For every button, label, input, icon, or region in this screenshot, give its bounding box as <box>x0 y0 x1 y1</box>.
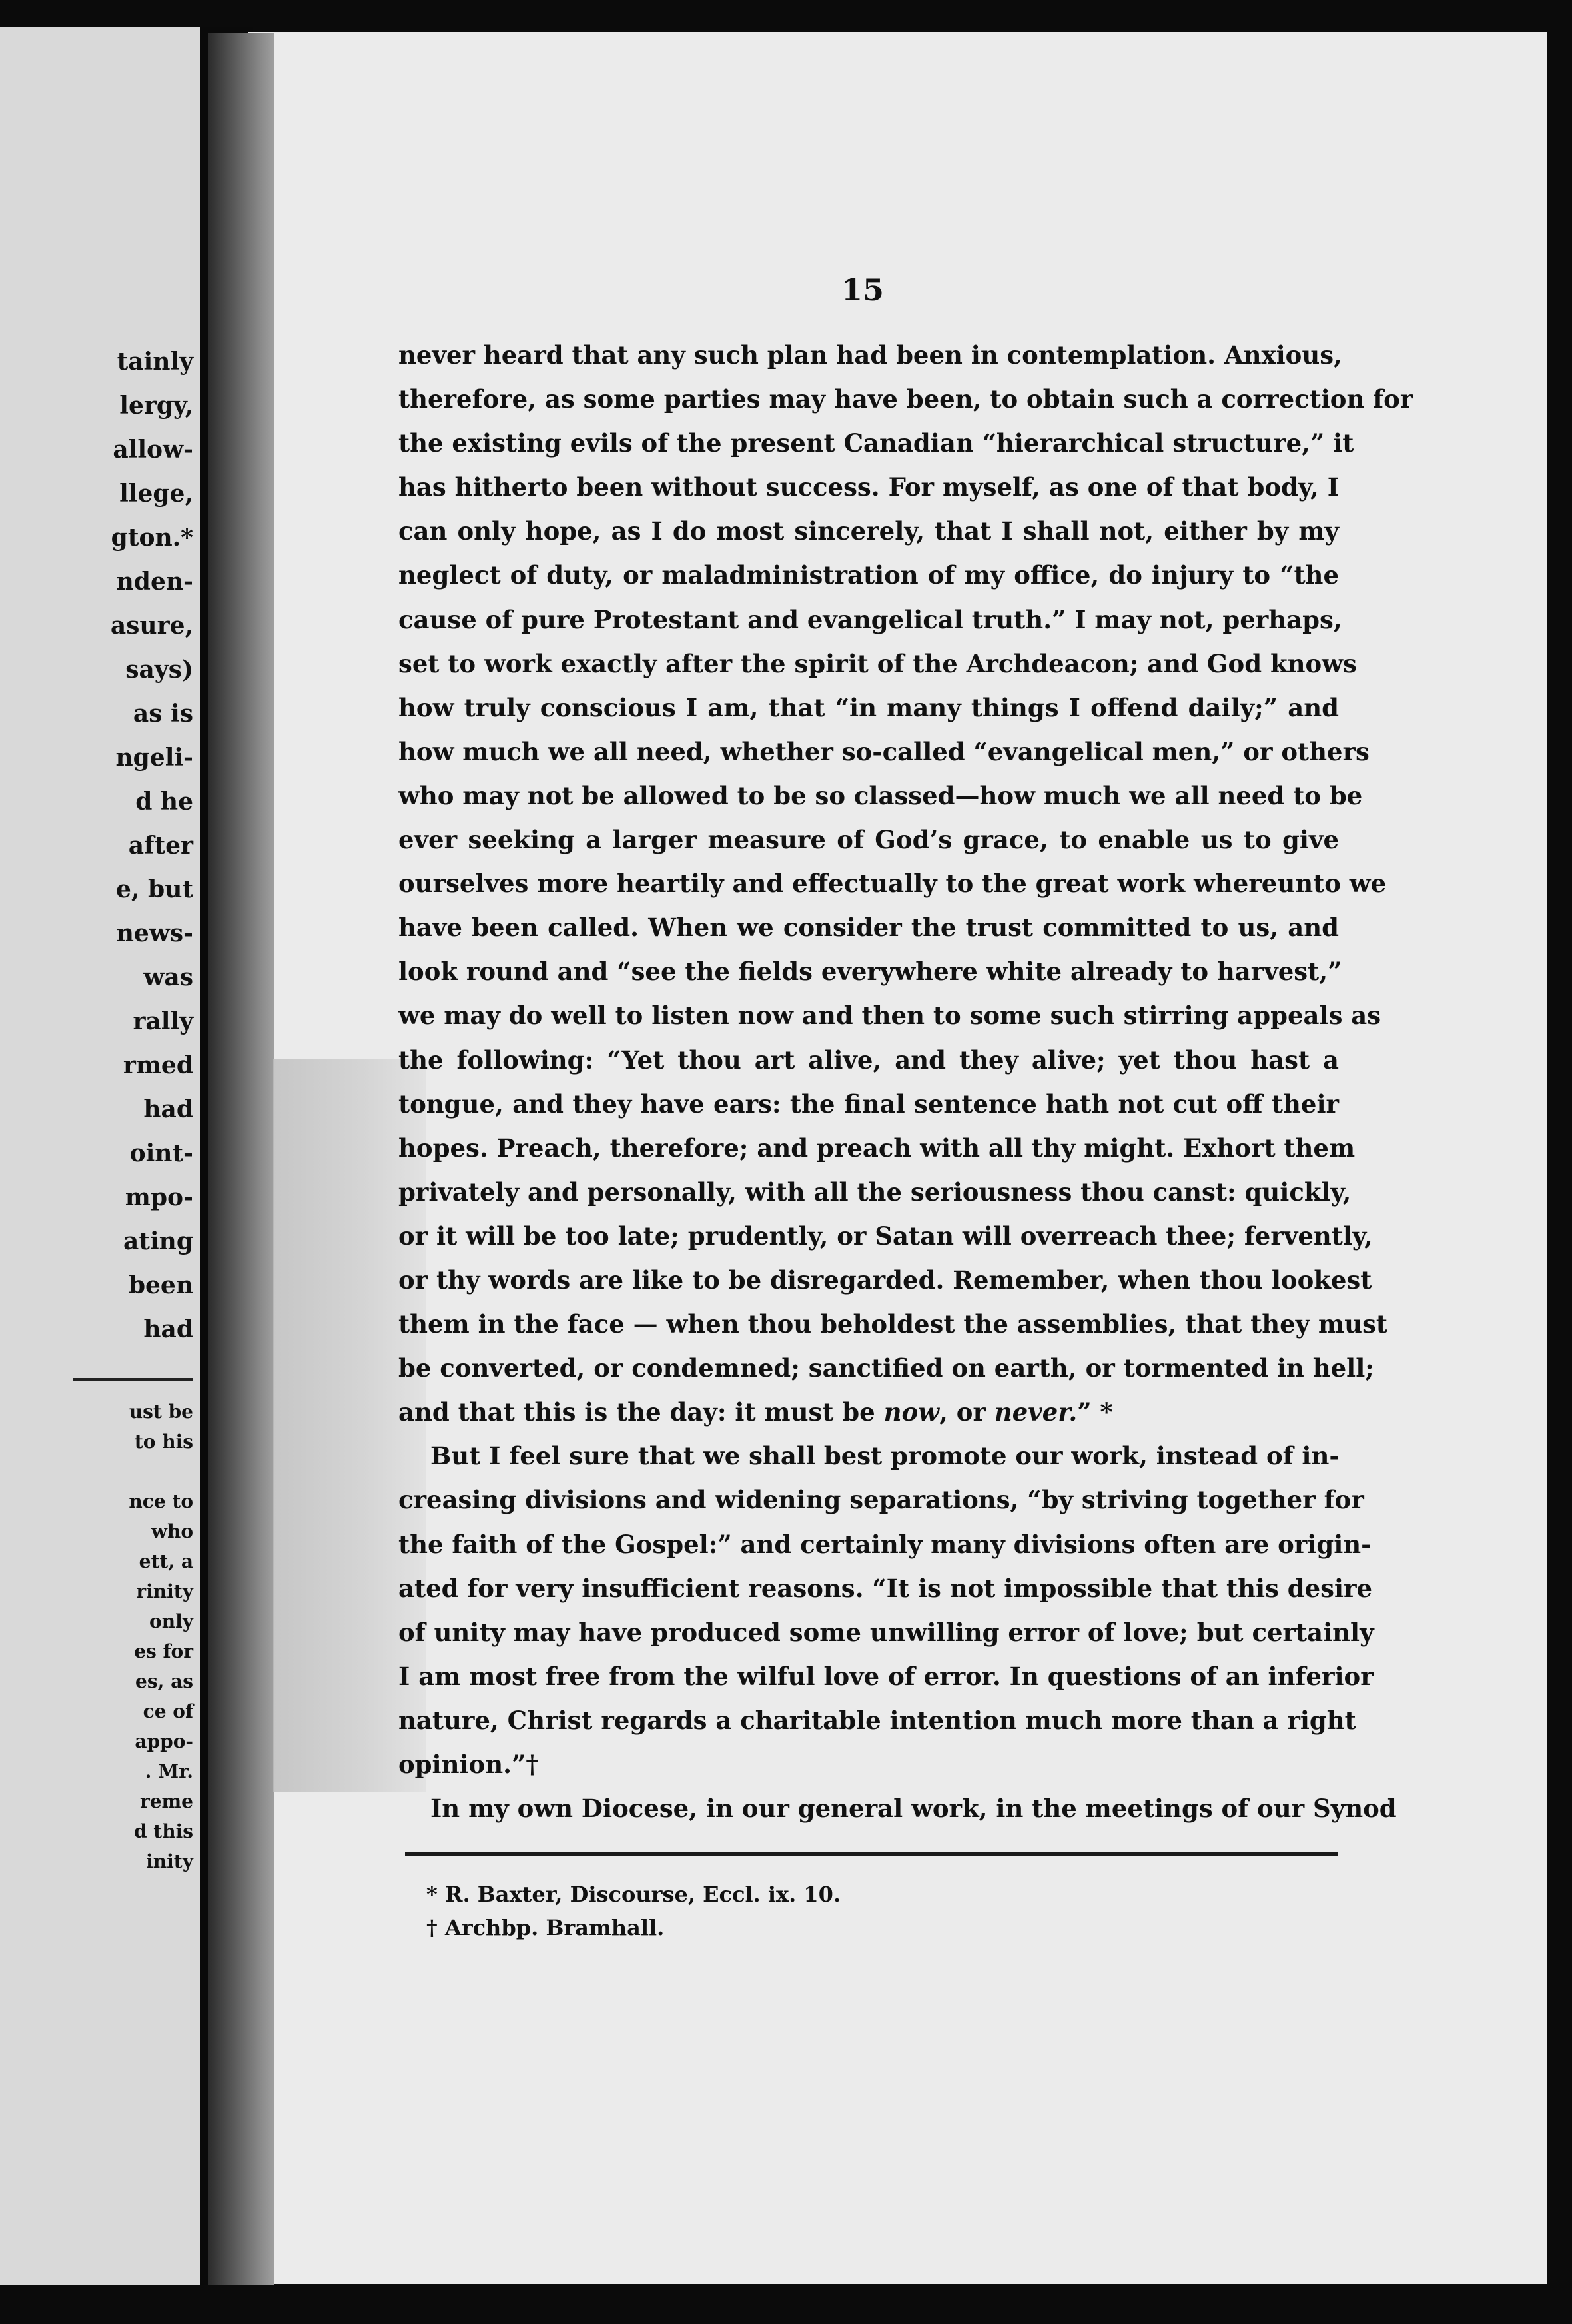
fragment-line: lergy, <box>119 392 193 420</box>
fragment-line: llege, <box>119 480 193 508</box>
fragment-note-line: inity <box>146 1850 193 1872</box>
fragment-note-line: es, as <box>135 1670 193 1692</box>
text-line: or it will be too late; prudently, or Satan will overreach thee; fervently, <box>398 1221 1373 1251</box>
fragment-line: gton.* <box>111 524 193 552</box>
text-line: the following: “Yet thou art alive, and they alive; yet thou hast a <box>398 1045 1339 1075</box>
text-line: never heard that any such plan had been in contemplation. Anxious, <box>398 340 1342 370</box>
text-line: But I feel sure that we shall best promote our work, instead of in- <box>430 1441 1340 1471</box>
text-line: I am most free from the wilful love of error. In questions of an inferior <box>398 1661 1374 1691</box>
text-line: the faith of the Gospel:” and certainly many divisions often are origin- <box>398 1529 1372 1559</box>
fragment-note-line: reme <box>139 1790 193 1812</box>
text-line: nature, Christ regards a charitable intention much more than a right <box>398 1705 1356 1735</box>
fragment-line: news- <box>116 919 193 947</box>
text-line: has hitherto been without success. For myself, as one of that body, I <box>398 472 1339 502</box>
fragment-note-line: d this <box>133 1820 193 1842</box>
text-line: can only hope, as I do most sincerely, that I shall not, either by my <box>398 516 1339 546</box>
text-line: hopes. Preach, therefore; and preach with all thy might. Exhort them <box>398 1133 1356 1163</box>
text-line: creasing divisions and widening separations, “by striving together for <box>398 1485 1364 1515</box>
text-line: ever seeking a larger measure of God’s grace, to enable us to give <box>398 825 1339 855</box>
fragment-note-line: ust be <box>129 1401 193 1423</box>
text-line: tongue, and they have ears: the final sentence hath not cut off their <box>398 1089 1339 1119</box>
fragment-line: was <box>143 963 193 991</box>
fragment-note-line: ett, a <box>139 1550 193 1572</box>
fragment-line: as is <box>133 700 193 728</box>
footnotes <box>426 1878 1226 1944</box>
fragment-line: had <box>143 1095 193 1123</box>
text-line: of unity may have produced some unwilling error of love; but certainly <box>398 1617 1374 1647</box>
fragment-line: ating <box>123 1227 193 1255</box>
text-line: look round and “see the fields everywhere white already to harvest,” <box>398 957 1342 987</box>
text-line: who may not be allowed to be so classed—how much we all need to be <box>398 780 1363 810</box>
text-line: set to work exactly after the spirit of the Archdeacon; and God knows <box>398 648 1357 678</box>
fragment-note-line: nce to <box>129 1490 193 1512</box>
text-line: have been called. When we consider the trust committed to us, and <box>398 913 1339 943</box>
fragment-note-line: to his <box>134 1431 193 1452</box>
scan-right-border <box>1547 27 1572 2324</box>
fragment-note-line: es for <box>134 1640 193 1662</box>
left-page-text <box>33 340 193 1876</box>
fragment-line: had <box>143 1315 193 1343</box>
left-page-fragment <box>0 27 200 2312</box>
footnote: † Archbp. Bramhall. <box>426 1915 665 1940</box>
fragment-line: rally <box>133 1007 193 1035</box>
fragment-line: allow- <box>113 436 193 464</box>
footnote-divider <box>405 1852 1338 1856</box>
text-line: In my own Diocese, in our general work, in the meetings of our Synod <box>430 1794 1397 1824</box>
fragment-note-line: . Mr. <box>145 1760 193 1782</box>
fragment-note-line: only <box>149 1610 193 1632</box>
fragment-note-line: rinity <box>136 1580 193 1602</box>
fragment-note-line: ce of <box>143 1700 193 1722</box>
fragment-line: been <box>128 1271 193 1299</box>
scan-bottom-border <box>0 2285 1572 2324</box>
footnote: * R. Baxter, Discourse, Eccl. ix. 10. <box>426 1882 841 1907</box>
text-line: therefore, as some parties may have been, to obtain such a correction for <box>398 384 1413 414</box>
fragment-note-line: appo- <box>135 1730 193 1752</box>
page-fold-shadow <box>208 33 274 2299</box>
text-line: them in the face — when thou beholdest the assemblies, that they must <box>398 1309 1388 1339</box>
text-line: cause of pure Protestant and evangelical truth.” I may not, perhaps, <box>398 604 1342 634</box>
text-line: privately and personally, with all the seriousness thou canst: quickly, <box>398 1177 1352 1207</box>
fragment-line: e, but <box>116 875 193 903</box>
fragment-line: tainly <box>117 348 193 376</box>
fragment-line: after <box>128 832 193 860</box>
fragment-line: says) <box>125 656 193 684</box>
fragment-note-line: who <box>151 1520 193 1542</box>
text-line: we may do well to listen now and then to some such stirring appeals as <box>398 1001 1381 1031</box>
page-body-text <box>398 333 1413 1830</box>
page-number: 15 <box>841 272 884 308</box>
fragment-line: ngeli- <box>115 744 193 772</box>
text-line: and that this is the day: it must be now, or never.” * <box>398 1397 1113 1427</box>
text-line: ourselves more heartily and effectually to the great work whereunto we <box>398 869 1387 899</box>
fragment-line: asure, <box>110 612 193 640</box>
fragment-line: mpo- <box>125 1183 193 1211</box>
text-line: how much we all need, whether so-called “evangelical men,” or others <box>398 736 1370 766</box>
fragment-line: nden- <box>116 568 193 596</box>
text-line: how truly conscious I am, that “in many things I offend daily;” and <box>398 692 1339 722</box>
fragment-line: d he <box>135 788 193 816</box>
fragment-note-line <box>33 1456 193 1486</box>
text-line: be converted, or condemned; sanctified on earth, or tormented in hell; <box>398 1353 1374 1383</box>
text-line: ated for very insufficient reasons. “It is not impossible that this desire <box>398 1573 1373 1603</box>
text-line: the existing evils of the present Canadian “hierarchical structure,” it <box>398 428 1354 458</box>
fragment-line: oint- <box>129 1139 193 1167</box>
fragment-footnote-divider <box>73 1351 193 1381</box>
fragment-line: rmed <box>123 1051 193 1079</box>
text-line: or thy words are like to be disregarded. Remember, when thou lookest <box>398 1265 1372 1295</box>
text-line: opinion.”† <box>398 1750 539 1779</box>
text-line: neglect of duty, or maladministration of my office, do injury to “the <box>398 560 1339 590</box>
